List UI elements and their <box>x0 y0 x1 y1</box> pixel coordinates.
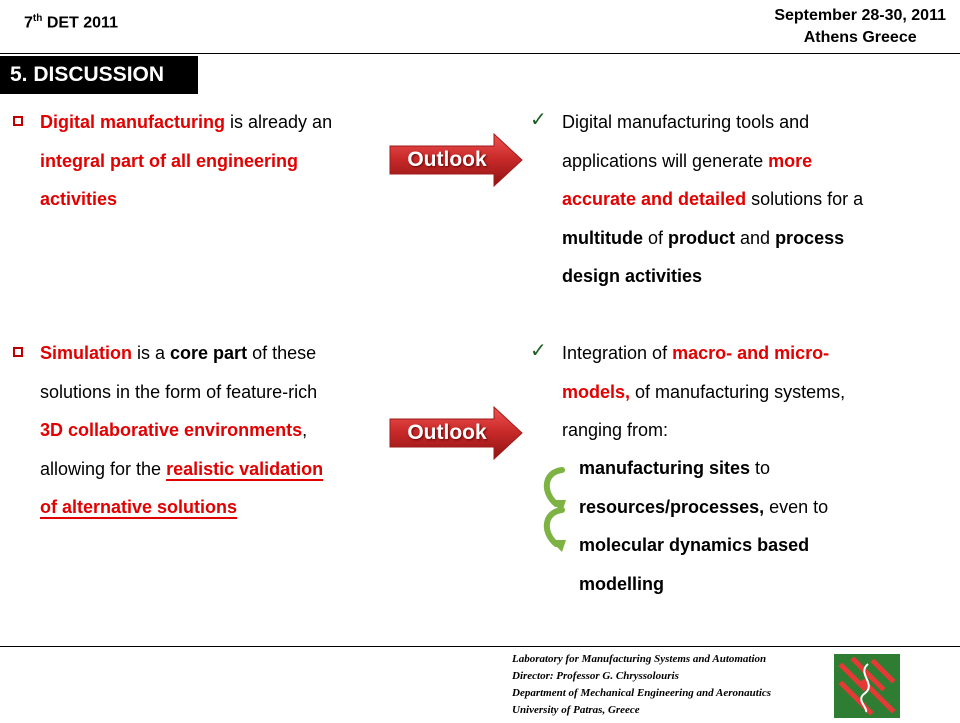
range-item-2: resources/processes, even to <box>579 496 829 517</box>
conference-label: 7th DET 2011 <box>24 13 118 32</box>
lab-logo <box>834 654 900 718</box>
header-divider <box>0 53 960 54</box>
outlook-arrow-1 <box>388 132 526 188</box>
outlook-label-1: Outlook <box>407 148 487 171</box>
square-bullet-icon <box>13 347 23 357</box>
range-item-1: manufacturing sites to <box>579 458 771 478</box>
section-title: 5. DISCUSSION <box>0 56 198 94</box>
conference-location: Athens Greece <box>803 29 917 46</box>
square-bullet-icon <box>13 116 23 126</box>
curved-arrow-icon <box>538 506 574 554</box>
left-block-1: Digital manufacturing is already an integral part of all engineering activities <box>40 112 333 209</box>
outlook-label-2: Outlook <box>407 421 487 444</box>
conference-date: September 28-30, 2011 <box>774 7 946 24</box>
outlook-arrow-2 <box>388 405 526 461</box>
checkmark-icon: ✓ <box>530 109 547 131</box>
range-list <box>579 449 828 603</box>
conference-date-location <box>774 5 946 49</box>
right-block-1: Digital manufacturing tools and applications will generate more accurate and detailed solutions for a multitude of product and process design activities <box>562 112 864 286</box>
range-item-3: molecular dynamics based <box>579 535 810 555</box>
checkmark-icon: ✓ <box>530 340 547 362</box>
footer-divider <box>0 646 960 647</box>
left-block-2: Simulation is a core part of these solutions in the form of feature-rich 3D collaborative environments, allowing for the realistic validation of alternative solutions <box>40 343 324 517</box>
footer-text: Laboratory for Manufacturing Systems and Automation Director: Professor G. Chryssolouris Department of Mechanical Engineering and Aeronautics University of Patras, Greece <box>512 653 772 716</box>
right-block-2: Integration of macro- and micro- models, of manufacturing systems, ranging from: <box>562 343 846 440</box>
range-item-4: modelling <box>579 573 664 594</box>
